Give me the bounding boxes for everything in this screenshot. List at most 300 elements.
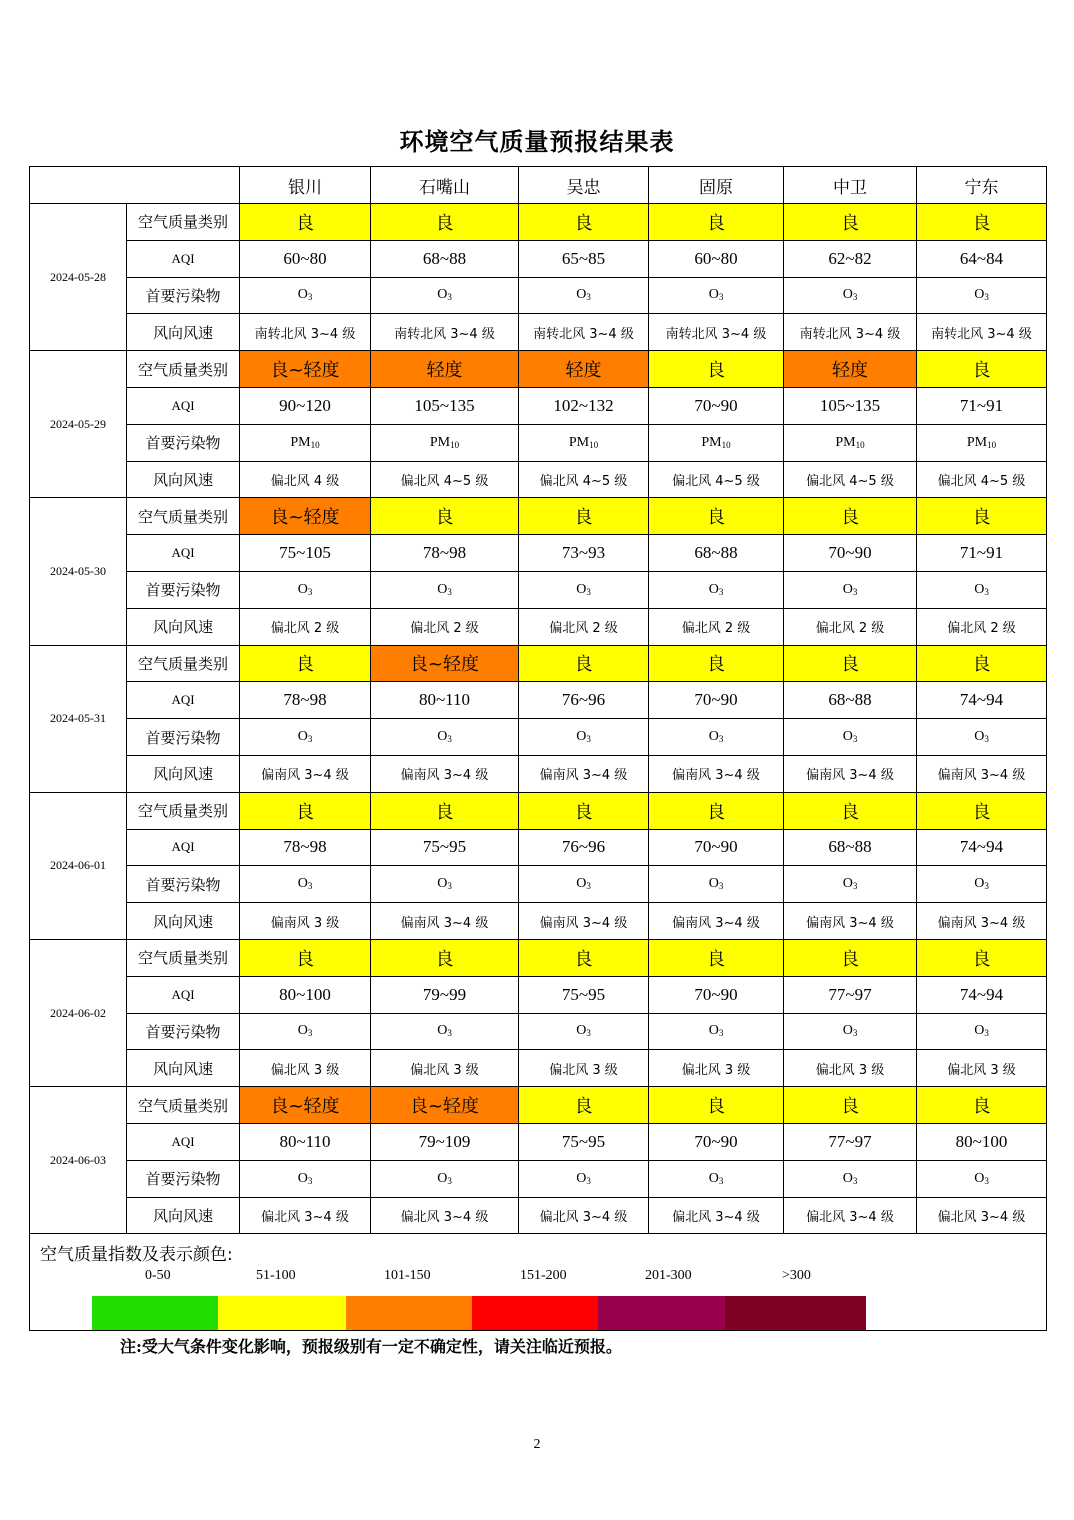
pollutant-formula: O [708, 876, 719, 892]
city-header: 吴忠 [519, 167, 649, 204]
wind-direction-speed: 偏南风 3~4 级 [371, 903, 519, 940]
pollutant-subscript: 3 [984, 734, 989, 745]
aqi-range: 75~95 [371, 829, 519, 866]
primary-pollutant [784, 1160, 917, 1197]
aqi-range: 74~94 [917, 682, 1047, 719]
row-label-aqi: AQI [127, 682, 240, 719]
forecast-row-pollutant [30, 424, 1047, 461]
pollutant-subscript: 3 [307, 734, 313, 745]
aqi-range: 71~91 [917, 535, 1047, 572]
row-label-wind: 风向风速 [127, 755, 240, 792]
aqi-range: 102~132 [519, 387, 649, 424]
pollutant-formula: O [974, 287, 985, 303]
pollutant-formula: O [297, 1023, 308, 1039]
wind-direction-speed: 南转北风 3~4 级 [240, 314, 371, 351]
air-quality-category: 良 [649, 351, 784, 388]
pollutant-formula: O [576, 581, 587, 597]
primary-pollutant [917, 424, 1047, 461]
pollutant-formula: PM [701, 434, 722, 450]
pollutant-formula: O [708, 581, 719, 597]
row-label-category: 空气质量类别 [127, 645, 240, 682]
row-label-pollutant: 首要污染物 [127, 1013, 240, 1050]
air-quality-category: 良 [240, 204, 371, 241]
aqi-range: 70~90 [784, 535, 917, 572]
forecast-row-category [30, 351, 1047, 388]
pollutant-formula: O [437, 581, 448, 597]
air-quality-category: 良 [784, 498, 917, 535]
forecast-row-category [30, 939, 1047, 976]
pollutant-formula: O [842, 729, 853, 745]
primary-pollutant [519, 1013, 649, 1050]
wind-direction-speed: 偏北风 3 级 [371, 1050, 519, 1087]
page-number: 2 [533, 1437, 541, 1452]
row-label-category: 空气质量类别 [127, 351, 240, 388]
aqi-range: 76~96 [519, 682, 649, 719]
pollutant-formula: PM [429, 434, 451, 450]
primary-pollutant [240, 1013, 371, 1050]
wind-direction-speed: 偏北风 3~4 级 [240, 1197, 371, 1234]
legend-color-swatch [598, 1296, 725, 1330]
pollutant-formula: O [576, 729, 587, 745]
air-quality-category: 良 [649, 1087, 784, 1124]
header-row [30, 167, 1047, 204]
page-title: 环境空气质量预报结果表 [399, 127, 675, 156]
wind-direction-speed: 偏北风 2 级 [519, 608, 649, 645]
aqi-range: 64~84 [917, 240, 1047, 277]
pollutant-formula: O [437, 729, 448, 745]
forecast-row-aqi [30, 682, 1047, 719]
forecast-date: 2024-05-28 [30, 204, 127, 351]
legend-range-label: 51-100 [256, 1268, 296, 1284]
wind-direction-speed: 偏北风 4 级 [240, 461, 371, 498]
pollutant-subscript: 3 [307, 586, 313, 597]
air-quality-category: 良~轻度 [371, 1087, 519, 1124]
pollutant-subscript: 3 [307, 881, 313, 892]
primary-pollutant [240, 719, 371, 756]
pollutant-subscript: 3 [984, 1175, 989, 1186]
forecast-row-aqi [30, 976, 1047, 1013]
wind-direction-speed: 偏北风 3~4 级 [649, 1197, 784, 1234]
aqi-range: 68~88 [784, 829, 917, 866]
pollutant-formula: O [576, 1023, 587, 1039]
pollutant-subscript: 10 [450, 439, 460, 450]
pollutant-formula: O [297, 876, 308, 892]
aqi-range: 75~105 [240, 535, 371, 572]
legend-title: 空气质量指数及表示颜色: [40, 1245, 233, 1266]
aqi-range: 90~120 [240, 387, 371, 424]
row-label-category: 空气质量类别 [127, 498, 240, 535]
air-quality-category: 良 [649, 498, 784, 535]
row-label-wind: 风向风速 [127, 903, 240, 940]
pollutant-subscript: 10 [855, 439, 865, 450]
aqi-range: 71~91 [917, 387, 1047, 424]
forecast-row-pollutant [30, 1013, 1047, 1050]
pollutant-subscript: 3 [984, 292, 989, 303]
wind-direction-speed: 南转北风 3~4 级 [784, 314, 917, 351]
aqi-range: 70~90 [649, 976, 784, 1013]
pollutant-formula: O [974, 729, 985, 745]
pollutant-formula: O [297, 1170, 308, 1186]
pollutant-subscript: 3 [586, 586, 591, 597]
pollutant-subscript: 3 [718, 586, 724, 597]
legend-range-label: 201-300 [645, 1268, 692, 1284]
forecast-date: 2024-05-31 [30, 645, 127, 792]
pollutant-subscript: 3 [307, 1028, 313, 1039]
wind-direction-speed: 偏北风 2 级 [240, 608, 371, 645]
aqi-range: 76~96 [519, 829, 649, 866]
pollutant-subscript: 3 [718, 734, 724, 745]
row-label-aqi: AQI [127, 535, 240, 572]
aqi-range: 79~99 [371, 976, 519, 1013]
pollutant-formula: O [974, 1023, 985, 1039]
forecast-row-pollutant [30, 571, 1047, 608]
row-label-aqi: AQI [127, 240, 240, 277]
legend-color-swatch [725, 1296, 866, 1330]
primary-pollutant [240, 571, 371, 608]
row-label-wind: 风向风速 [127, 1197, 240, 1234]
city-header: 石嘴山 [371, 167, 519, 204]
pollutant-formula: O [974, 1170, 985, 1186]
primary-pollutant [917, 277, 1047, 314]
air-quality-category: 良 [784, 1087, 917, 1124]
wind-direction-speed: 偏北风 2 级 [784, 608, 917, 645]
primary-pollutant [784, 719, 917, 756]
pollutant-formula: O [437, 876, 448, 892]
wind-direction-speed: 南转北风 3~4 级 [649, 314, 784, 351]
pollutant-formula: O [974, 581, 985, 597]
forecast-row-wind [30, 1197, 1047, 1234]
row-label-pollutant: 首要污染物 [127, 277, 240, 314]
air-quality-category: 良 [649, 204, 784, 241]
pollutant-subscript: 3 [447, 1028, 452, 1039]
pollutant-formula: O [842, 287, 853, 303]
pollutant-formula: O [842, 581, 853, 597]
aqi-range: 68~88 [371, 240, 519, 277]
pollutant-formula: O [842, 1023, 853, 1039]
forecast-date: 2024-05-29 [30, 351, 127, 498]
aqi-range: 77~97 [784, 1123, 917, 1160]
primary-pollutant [917, 1160, 1047, 1197]
wind-direction-speed: 偏北风 2 级 [371, 608, 519, 645]
pollutant-subscript: 3 [852, 1028, 858, 1039]
wind-direction-speed: 偏南风 3~4 级 [649, 903, 784, 940]
wind-direction-speed: 偏南风 3~4 级 [649, 755, 784, 792]
pollutant-formula: O [576, 1170, 587, 1186]
primary-pollutant [371, 719, 519, 756]
primary-pollutant [784, 424, 917, 461]
aqi-range: 73~93 [519, 535, 649, 572]
air-quality-category: 轻度 [784, 351, 917, 388]
pollutant-subscript: 3 [447, 292, 452, 303]
pollutant-formula: O [297, 287, 308, 303]
pollutant-subscript: 3 [307, 292, 313, 303]
forecast-date: 2024-06-03 [30, 1087, 127, 1234]
pollutant-subscript: 10 [721, 439, 731, 450]
primary-pollutant [649, 1013, 784, 1050]
primary-pollutant [917, 719, 1047, 756]
pollutant-subscript: 3 [447, 734, 452, 745]
primary-pollutant [649, 424, 784, 461]
pollutant-subscript: 3 [586, 881, 591, 892]
air-quality-category: 良 [649, 939, 784, 976]
primary-pollutant [784, 866, 917, 903]
primary-pollutant [371, 1160, 519, 1197]
legend-cell [30, 1234, 1047, 1331]
pollutant-formula: O [297, 581, 308, 597]
row-label-category: 空气质量类别 [127, 939, 240, 976]
pollutant-formula: O [437, 1170, 448, 1186]
wind-direction-speed: 偏北风 4~5 级 [784, 461, 917, 498]
pollutant-subscript: 3 [984, 1028, 989, 1039]
air-quality-category: 良 [371, 204, 519, 241]
air-quality-category: 轻度 [371, 351, 519, 388]
forecast-note: 注:受大气条件变化影响，预报级别有一定不确定性，请关注临近预报。 [120, 1337, 622, 1356]
pollutant-subscript: 10 [987, 439, 997, 450]
air-quality-category: 良 [371, 792, 519, 829]
aqi-range: 77~97 [784, 976, 917, 1013]
primary-pollutant [240, 424, 371, 461]
forecast-row-aqi [30, 240, 1047, 277]
primary-pollutant [649, 1160, 784, 1197]
forecast-row-aqi [30, 829, 1047, 866]
primary-pollutant [371, 424, 519, 461]
pollutant-subscript: 3 [586, 734, 591, 745]
air-quality-category: 良 [784, 939, 917, 976]
pollutant-subscript: 3 [447, 1175, 452, 1186]
wind-direction-speed: 偏北风 2 级 [917, 608, 1047, 645]
wind-direction-speed: 南转北风 3~4 级 [371, 314, 519, 351]
aqi-range: 70~90 [649, 682, 784, 719]
aqi-range: 74~94 [917, 829, 1047, 866]
wind-direction-speed: 偏南风 3~4 级 [240, 755, 371, 792]
pollutant-subscript: 10 [589, 439, 599, 450]
pollutant-subscript: 3 [718, 1028, 724, 1039]
row-label-pollutant: 首要污染物 [127, 1160, 240, 1197]
air-quality-category: 良 [519, 1087, 649, 1124]
pollutant-formula: O [576, 287, 587, 303]
wind-direction-speed: 偏北风 3~4 级 [371, 1197, 519, 1234]
air-quality-category: 良 [649, 792, 784, 829]
air-quality-category: 良 [519, 498, 649, 535]
row-label-aqi: AQI [127, 829, 240, 866]
air-quality-category: 轻度 [519, 351, 649, 388]
forecast-row-wind [30, 755, 1047, 792]
aqi-range: 68~88 [784, 682, 917, 719]
pollutant-formula: PM [835, 434, 856, 450]
pollutant-subscript: 3 [852, 734, 858, 745]
primary-pollutant [519, 277, 649, 314]
air-quality-category: 良 [917, 939, 1047, 976]
air-quality-category: 良 [240, 939, 371, 976]
legend-range-label: >300 [782, 1268, 811, 1284]
primary-pollutant [240, 866, 371, 903]
primary-pollutant [371, 866, 519, 903]
forecast-row-aqi [30, 535, 1047, 572]
air-quality-category: 良 [519, 204, 649, 241]
city-header: 中卫 [784, 167, 917, 204]
pollutant-formula: O [842, 1170, 853, 1186]
air-quality-category: 良 [240, 645, 371, 682]
row-label-category: 空气质量类别 [127, 792, 240, 829]
wind-direction-speed: 偏南风 3~4 级 [519, 903, 649, 940]
legend-range-label: 101-150 [384, 1268, 431, 1284]
pollutant-formula: O [842, 876, 853, 892]
pollutant-formula: O [708, 287, 719, 303]
forecast-row-pollutant [30, 719, 1047, 756]
pollutant-formula: O [974, 876, 985, 892]
air-quality-category: 良~轻度 [371, 645, 519, 682]
wind-direction-speed: 偏南风 3~4 级 [371, 755, 519, 792]
wind-direction-speed: 偏北风 3~4 级 [519, 1197, 649, 1234]
wind-direction-speed: 偏北风 3 级 [649, 1050, 784, 1087]
aqi-range: 78~98 [371, 535, 519, 572]
city-header: 银川 [240, 167, 371, 204]
pollutant-subscript: 3 [586, 1028, 591, 1039]
forecast-date: 2024-06-02 [30, 939, 127, 1086]
forecast-row-wind [30, 903, 1047, 940]
primary-pollutant [784, 1013, 917, 1050]
primary-pollutant [519, 1160, 649, 1197]
air-quality-category: 良 [519, 792, 649, 829]
primary-pollutant [240, 277, 371, 314]
forecast-row-category [30, 1087, 1047, 1124]
aqi-range: 79~109 [371, 1123, 519, 1160]
primary-pollutant [371, 277, 519, 314]
air-quality-category: 良 [784, 645, 917, 682]
wind-direction-speed: 偏南风 3~4 级 [519, 755, 649, 792]
aqi-range: 68~88 [649, 535, 784, 572]
pollutant-subscript: 3 [718, 1175, 724, 1186]
pollutant-subscript: 10 [310, 439, 320, 450]
forecast-row-category [30, 498, 1047, 535]
primary-pollutant [917, 1013, 1047, 1050]
wind-direction-speed: 偏南风 3 级 [240, 903, 371, 940]
row-label-aqi: AQI [127, 387, 240, 424]
pollutant-formula: O [437, 287, 448, 303]
air-quality-category: 良~轻度 [240, 1087, 371, 1124]
wind-direction-speed: 偏北风 3~4 级 [784, 1197, 917, 1234]
air-quality-category: 良~轻度 [240, 351, 371, 388]
air-quality-category: 良 [917, 498, 1047, 535]
primary-pollutant [649, 719, 784, 756]
primary-pollutant [649, 866, 784, 903]
pollutant-subscript: 3 [852, 586, 858, 597]
pollutant-formula: PM [966, 434, 988, 450]
aqi-range: 80~100 [917, 1123, 1047, 1160]
aqi-range: 78~98 [240, 682, 371, 719]
wind-direction-speed: 南转北风 3~4 级 [917, 314, 1047, 351]
air-quality-category: 良 [649, 645, 784, 682]
primary-pollutant [371, 571, 519, 608]
pollutant-formula: O [576, 876, 587, 892]
air-quality-category: 良~轻度 [240, 498, 371, 535]
wind-direction-speed: 偏北风 3 级 [917, 1050, 1047, 1087]
wind-direction-speed: 偏南风 3~4 级 [917, 903, 1047, 940]
air-quality-category: 良 [519, 645, 649, 682]
aqi-range: 80~110 [240, 1123, 371, 1160]
wind-direction-speed: 偏北风 3 级 [519, 1050, 649, 1087]
wind-direction-speed: 偏北风 3 级 [240, 1050, 371, 1087]
legend-color-swatch [92, 1296, 218, 1330]
aqi-range: 70~90 [649, 387, 784, 424]
row-label-wind: 风向风速 [127, 1050, 240, 1087]
primary-pollutant [519, 719, 649, 756]
forecast-row-pollutant [30, 1160, 1047, 1197]
wind-direction-speed: 偏北风 2 级 [649, 608, 784, 645]
pollutant-subscript: 3 [984, 586, 989, 597]
row-label-category: 空气质量类别 [127, 204, 240, 241]
forecast-row-wind [30, 608, 1047, 645]
pollutant-subscript: 3 [307, 1175, 313, 1186]
forecast-row-pollutant [30, 866, 1047, 903]
primary-pollutant [519, 424, 649, 461]
pollutant-subscript: 3 [852, 1175, 858, 1186]
pollutant-formula: O [708, 729, 719, 745]
aqi-range: 70~90 [649, 829, 784, 866]
air-quality-category: 良 [371, 939, 519, 976]
air-quality-category: 良 [784, 204, 917, 241]
forecast-date: 2024-06-01 [30, 792, 127, 939]
pollutant-subscript: 3 [852, 292, 858, 303]
row-label-pollutant: 首要污染物 [127, 866, 240, 903]
pollutant-subscript: 3 [984, 881, 989, 892]
wind-direction-speed: 偏南风 3~4 级 [917, 755, 1047, 792]
forecast-row-category [30, 204, 1047, 241]
aqi-range: 75~95 [519, 1123, 649, 1160]
forecast-row-wind [30, 314, 1047, 351]
row-label-pollutant: 首要污染物 [127, 571, 240, 608]
row-label-category: 空气质量类别 [127, 1087, 240, 1124]
wind-direction-speed: 偏北风 4~5 级 [519, 461, 649, 498]
aqi-range: 60~80 [649, 240, 784, 277]
legend-range-label: 0-50 [145, 1268, 171, 1284]
pollutant-subscript: 3 [586, 1175, 591, 1186]
primary-pollutant [649, 277, 784, 314]
primary-pollutant [784, 277, 917, 314]
forecast-table-body [30, 167, 1047, 1234]
legend-color-swatch [346, 1296, 472, 1330]
city-header: 宁东 [917, 167, 1047, 204]
aqi-range: 75~95 [519, 976, 649, 1013]
primary-pollutant [649, 571, 784, 608]
wind-direction-speed: 偏北风 4~5 级 [649, 461, 784, 498]
aqi-range: 70~90 [649, 1123, 784, 1160]
primary-pollutant [371, 1013, 519, 1050]
forecast-row-aqi [30, 1123, 1047, 1160]
aqi-range: 105~135 [784, 387, 917, 424]
wind-direction-speed: 偏北风 3~4 级 [917, 1197, 1047, 1234]
primary-pollutant [519, 866, 649, 903]
legend-color-swatch [218, 1296, 346, 1330]
air-quality-category: 良 [917, 204, 1047, 241]
row-label-aqi: AQI [127, 976, 240, 1013]
primary-pollutant [917, 571, 1047, 608]
aqi-range: 105~135 [371, 387, 519, 424]
pollutant-formula: O [708, 1170, 719, 1186]
primary-pollutant [784, 571, 917, 608]
primary-pollutant [519, 571, 649, 608]
air-quality-category: 良 [917, 351, 1047, 388]
air-quality-category: 良 [519, 939, 649, 976]
aqi-range: 74~94 [917, 976, 1047, 1013]
row-label-pollutant: 首要污染物 [127, 719, 240, 756]
air-quality-category: 良 [917, 645, 1047, 682]
forecast-date: 2024-05-30 [30, 498, 127, 645]
row-label-pollutant: 首要污染物 [127, 424, 240, 461]
primary-pollutant [240, 1160, 371, 1197]
legend-color-swatch [472, 1296, 598, 1330]
row-label-wind: 风向风速 [127, 314, 240, 351]
